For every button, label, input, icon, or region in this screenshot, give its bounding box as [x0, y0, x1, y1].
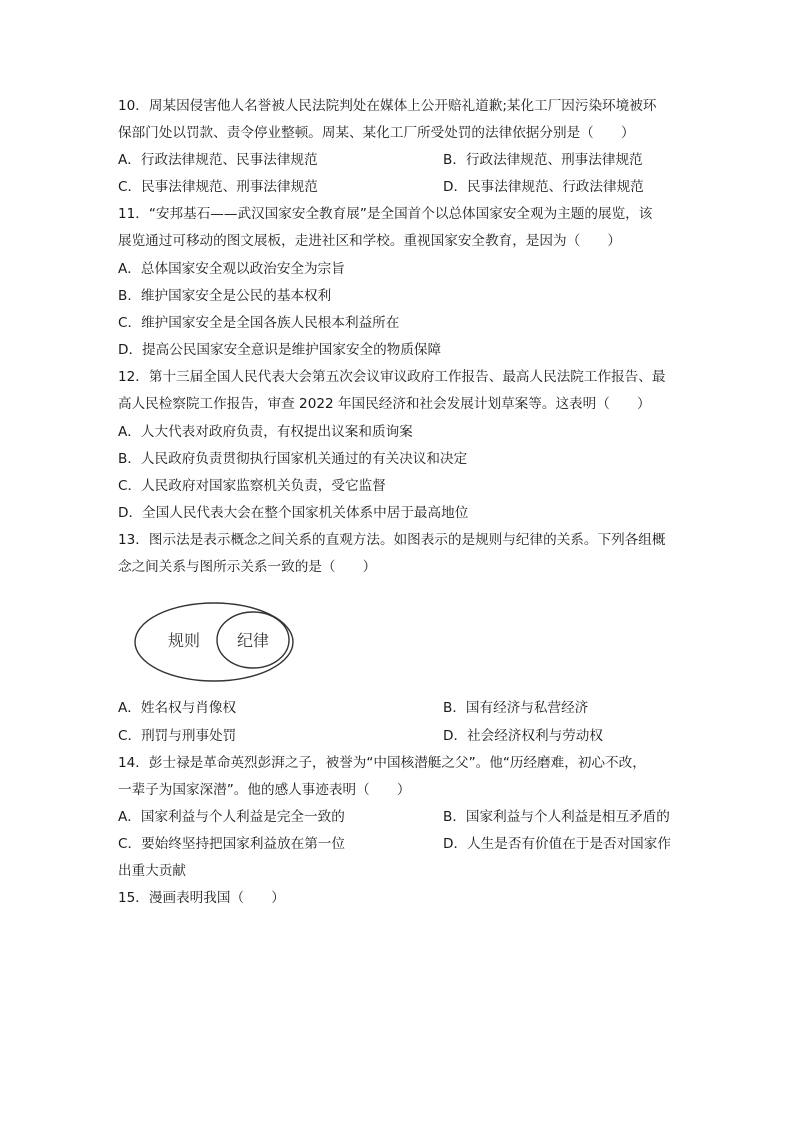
venn-diagram — [132, 600, 296, 684]
q15-stem-line1: 15．漫画表明我国（ ） — [118, 890, 285, 906]
q11-option-b: B．维护国家安全是公民的基本权利 — [118, 288, 332, 304]
q11-option-a: A．总体国家安全观以政治安全为宗旨 — [118, 261, 345, 277]
q13-option-d: D．社会经济权利与劳动权 — [443, 728, 603, 744]
q14-option-c: C．要始终坚持把国家利益放在第一位 — [118, 836, 345, 852]
q14-option-d-line2: 出重大贡献 — [118, 863, 186, 879]
q12-stem-line2: 高人民检察院工作报告，审查 2022 年国民经济和社会发展计划草案等。这表明（ ） — [118, 396, 651, 412]
q12-stem-line1: 12．第十三届全国人民代表大会第五次会议审议政府工作报告、最高人民法院工作报告、最 — [118, 369, 666, 385]
q13-option-c: C．刑罚与刑事处罚 — [118, 728, 237, 744]
q13-option-b: B．国有经济与私营经济 — [443, 700, 589, 716]
q12-option-c: C．人民政府对国家监察机关负责，受它监督 — [118, 478, 386, 494]
q14-option-b: B．国家利益与个人利益是相互矛盾的 — [443, 809, 670, 825]
q13-stem-line1: 13．图示法是表示概念之间关系的直观方法。如图表示的是规则与纪律的关系。下列各组概 — [118, 532, 666, 548]
q10-option-c: C．民事法律规范、刑事法律规范 — [118, 179, 318, 195]
inner-label: 纪律 — [236, 631, 270, 650]
q13-option-a: A．姓名权与肖像权 — [118, 700, 237, 716]
q10-option-a: A．行政法律规范、民事法律规范 — [118, 152, 318, 168]
q14-stem-line2: 一辈子为国家深潜”。他的感人事迹表明（ ） — [118, 782, 411, 798]
q11-stem-line1: 11．“安邦基石——武汉国家安全教育展”是全国首个以总体国家安全观为主题的展览，该 — [118, 206, 653, 222]
q11-option-c: C．维护国家安全是全国各族人民根本利益所在 — [118, 315, 400, 331]
outer-label: 规则 — [167, 631, 201, 650]
q14-option-d-line1: D．人生是否有价值在于是否对国家作 — [443, 836, 671, 852]
q11-stem-line2: 展览通过可移动的图文展板，走进社区和学校。重视国家安全教育，是因为（ ） — [118, 233, 621, 249]
q14-stem-line1: 14．彭士禄是革命英烈彭湃之子，被誉为“中国核潜艇之父”。他“历经磨难，初心不改， — [118, 755, 646, 771]
q12-option-a: A．人大代表对政府负责，有权提出议案和质询案 — [118, 424, 413, 440]
q10-option-d: D．民事法律规范、行政法律规范 — [443, 179, 644, 195]
q10-stem-line2: 保部门处以罚款、责令停业整顿。周某、某化工厂所受处罚的法律依据分别是（ ） — [118, 125, 635, 141]
q13-stem-line2: 念之间关系与图所示关系一致的是（ ） — [118, 559, 377, 575]
q12-option-d: D．全国人民代表大会在整个国家机关体系中居于最高地位 — [118, 505, 469, 521]
q10-stem-line1: 10．周某因侵害他人名誉被人民法院判处在媒体上公开赔礼道歉;某化工厂因污染环境被环 — [118, 98, 657, 114]
q12-option-b: B．人民政府负责贯彻执行国家机关通过的有关决议和决定 — [118, 451, 468, 467]
q14-option-a: A．国家利益与个人利益是完全一致的 — [118, 809, 345, 825]
q10-option-b: B．行政法律规范、刑事法律规范 — [443, 152, 643, 168]
q11-option-d: D．提高公民国家安全意识是维护国家安全的物质保障 — [118, 342, 442, 358]
